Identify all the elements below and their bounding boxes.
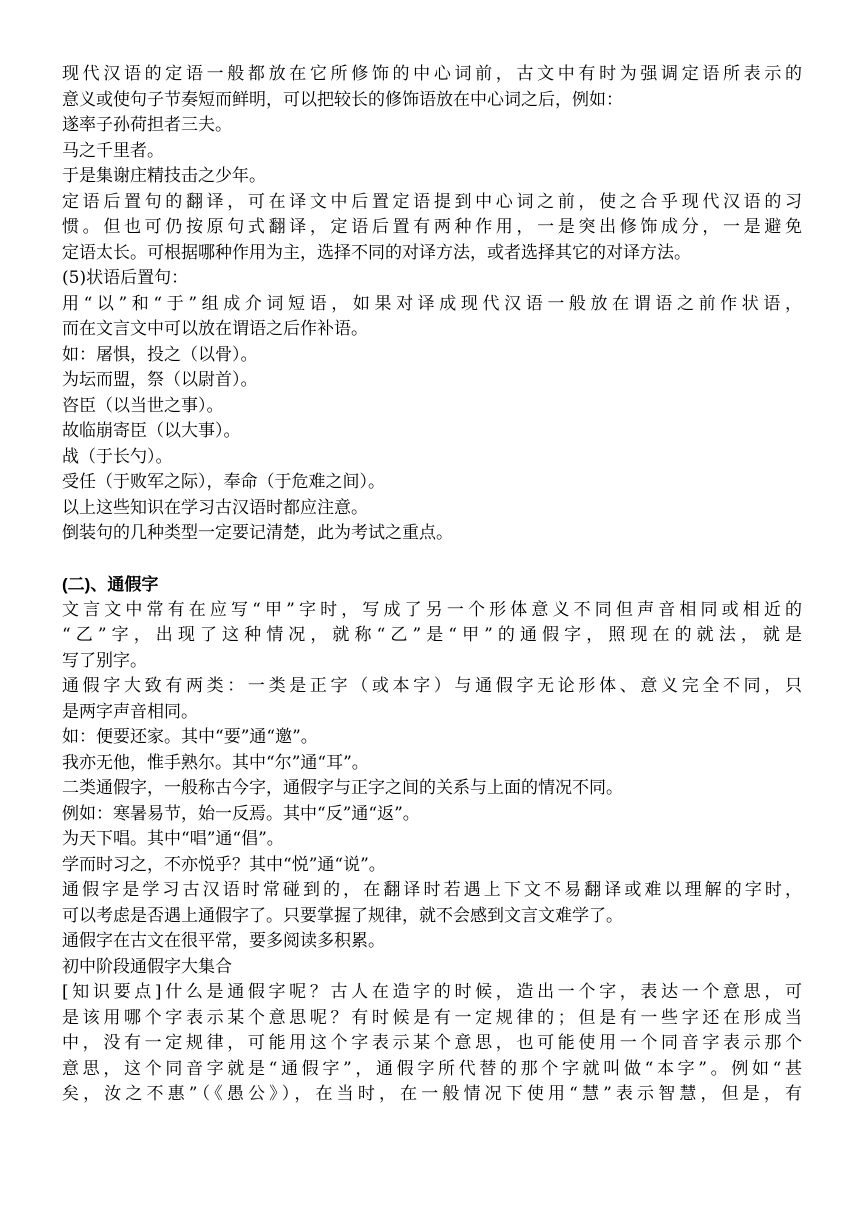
text-line: 通假字是学习古汉语时常碰到的，在翻译时若遇上下文不易翻译或难以理解的字时，: [62, 880, 802, 900]
text-line: 意义或使句子节奏短而鲜明，可以把较长的修饰语放在中心词之后，例如：: [62, 89, 623, 110]
blank-line: [62, 547, 802, 573]
text-line: 而在文言文中可以放在谓语之后作补语。: [62, 319, 368, 339]
section-tongjiazi: [62, 598, 802, 1108]
text-line: 通假字大致有两类：一类是正字（或本字）与通假字无论形体、意义完全不同，只: [62, 676, 802, 696]
text-line: 如：便要还家。其中“要”通“邀”。: [62, 727, 318, 747]
section-word-order: [62, 62, 802, 547]
text-line: 为坛而盟，祭（以尉首）。: [62, 370, 258, 390]
text-line: 我亦无他，惟手熟尔。其中“尔”通“耳”。: [62, 752, 369, 773]
text-line: 马之千里者。: [62, 140, 164, 161]
text-line: 于是集谢庄精技击之少年。: [62, 166, 266, 186]
text-line: 惯。但也可仍按原句式翻译，定语后置有两种作用，一是突出修饰成分，一是避免: [62, 217, 802, 237]
text-line: 写了别字。: [62, 650, 147, 671]
text-line: 遂率子孙荷担者三夫。: [62, 115, 232, 135]
text-line: 如：屠惧，投之（以骨）。: [62, 344, 258, 365]
text-line: 以上这些知识在学习古汉语时都应注意。: [62, 497, 368, 518]
text-line: 是两字声音相同。: [62, 701, 198, 722]
text-line: 为天下唱。其中“唱”通“倡”。: [62, 829, 284, 849]
text-line: “乙”字，出现了这种情况，就称“乙”是“甲”的通假字，照现在的就法，就是: [62, 625, 802, 645]
text-line: 二类通假字，一般称古今字，通假字与正字之间的关系与上面的情况不同。: [62, 778, 623, 798]
text-line: 用“以”和“于”组成介词短语，如果对译成现代汉语一般放在谓语之前作状语，: [62, 293, 802, 314]
text-line: 矣，汝之不惠”（《愚公》），在当时，在一般情况下使用“慧”表示智慧，但是，有: [62, 1084, 802, 1104]
text-line: 战（于长勺）。: [62, 446, 173, 467]
text-line: 中，没有一定规律，可能用这个字表示某个意思，也可能使用一个同音字表示那个: [62, 1033, 802, 1053]
section-heading: (二)、通假字: [62, 575, 159, 594]
text-line: 受任（于败军之际），奉命（于危难之间）。: [62, 472, 385, 492]
text-line: 定语后置句的翻译，可在译文中后置定语提到中心词之前，使之合乎现代汉语的习: [62, 191, 802, 212]
document-page: [62, 62, 802, 1108]
text-line: 学而时习之，不亦悦乎？其中“悦”通“说”。: [62, 854, 386, 875]
text-line: 意思，这个同音字就是“通假字”，通假字所代替的那个字就叫做“本字”。例如“甚: [62, 1058, 802, 1079]
text-line: 例如：寒暑易节，始一反焉。其中“反”通“返”。: [62, 803, 420, 824]
text-line: 可以考虑是否遇上通假字了。只要掌握了规律，就不会感到文言文难学了。: [62, 905, 623, 926]
text-line: 倒装句的几种类型一定要记清楚，此为考试之重点。: [62, 523, 453, 543]
text-line: 定语太长。可根据哪种作用为主，选择不同的对译方法，或者选择其它的对译方法。: [62, 242, 691, 263]
text-line: (5)状语后置句：: [62, 268, 189, 288]
text-line: [知识要点]什么是通假字呢？古人在造字的时候，造出一个字，表达一个意思，可: [62, 982, 802, 1002]
text-line: 现代汉语的定语一般都放在它所修饰的中心词前，古文中有时为强调定语所表示的: [62, 64, 802, 84]
text-line: 咨臣（以当世之事）。: [62, 395, 224, 416]
text-line: 初中阶段通假字大集合: [62, 956, 232, 977]
text-line: 是该用哪个字表示某个意思呢？有时候是有一定规律的；但是有一些字还在形成当: [62, 1007, 802, 1028]
text-line: 故临崩寄臣（以大事）。: [62, 421, 241, 441]
text-line: 通假字在古文在很平常，要多阅读多积累。: [62, 931, 385, 951]
text-line: 文言文中常有在应写“甲”字时，写成了另一个形体意义不同但声音相同或相近的: [62, 599, 802, 620]
